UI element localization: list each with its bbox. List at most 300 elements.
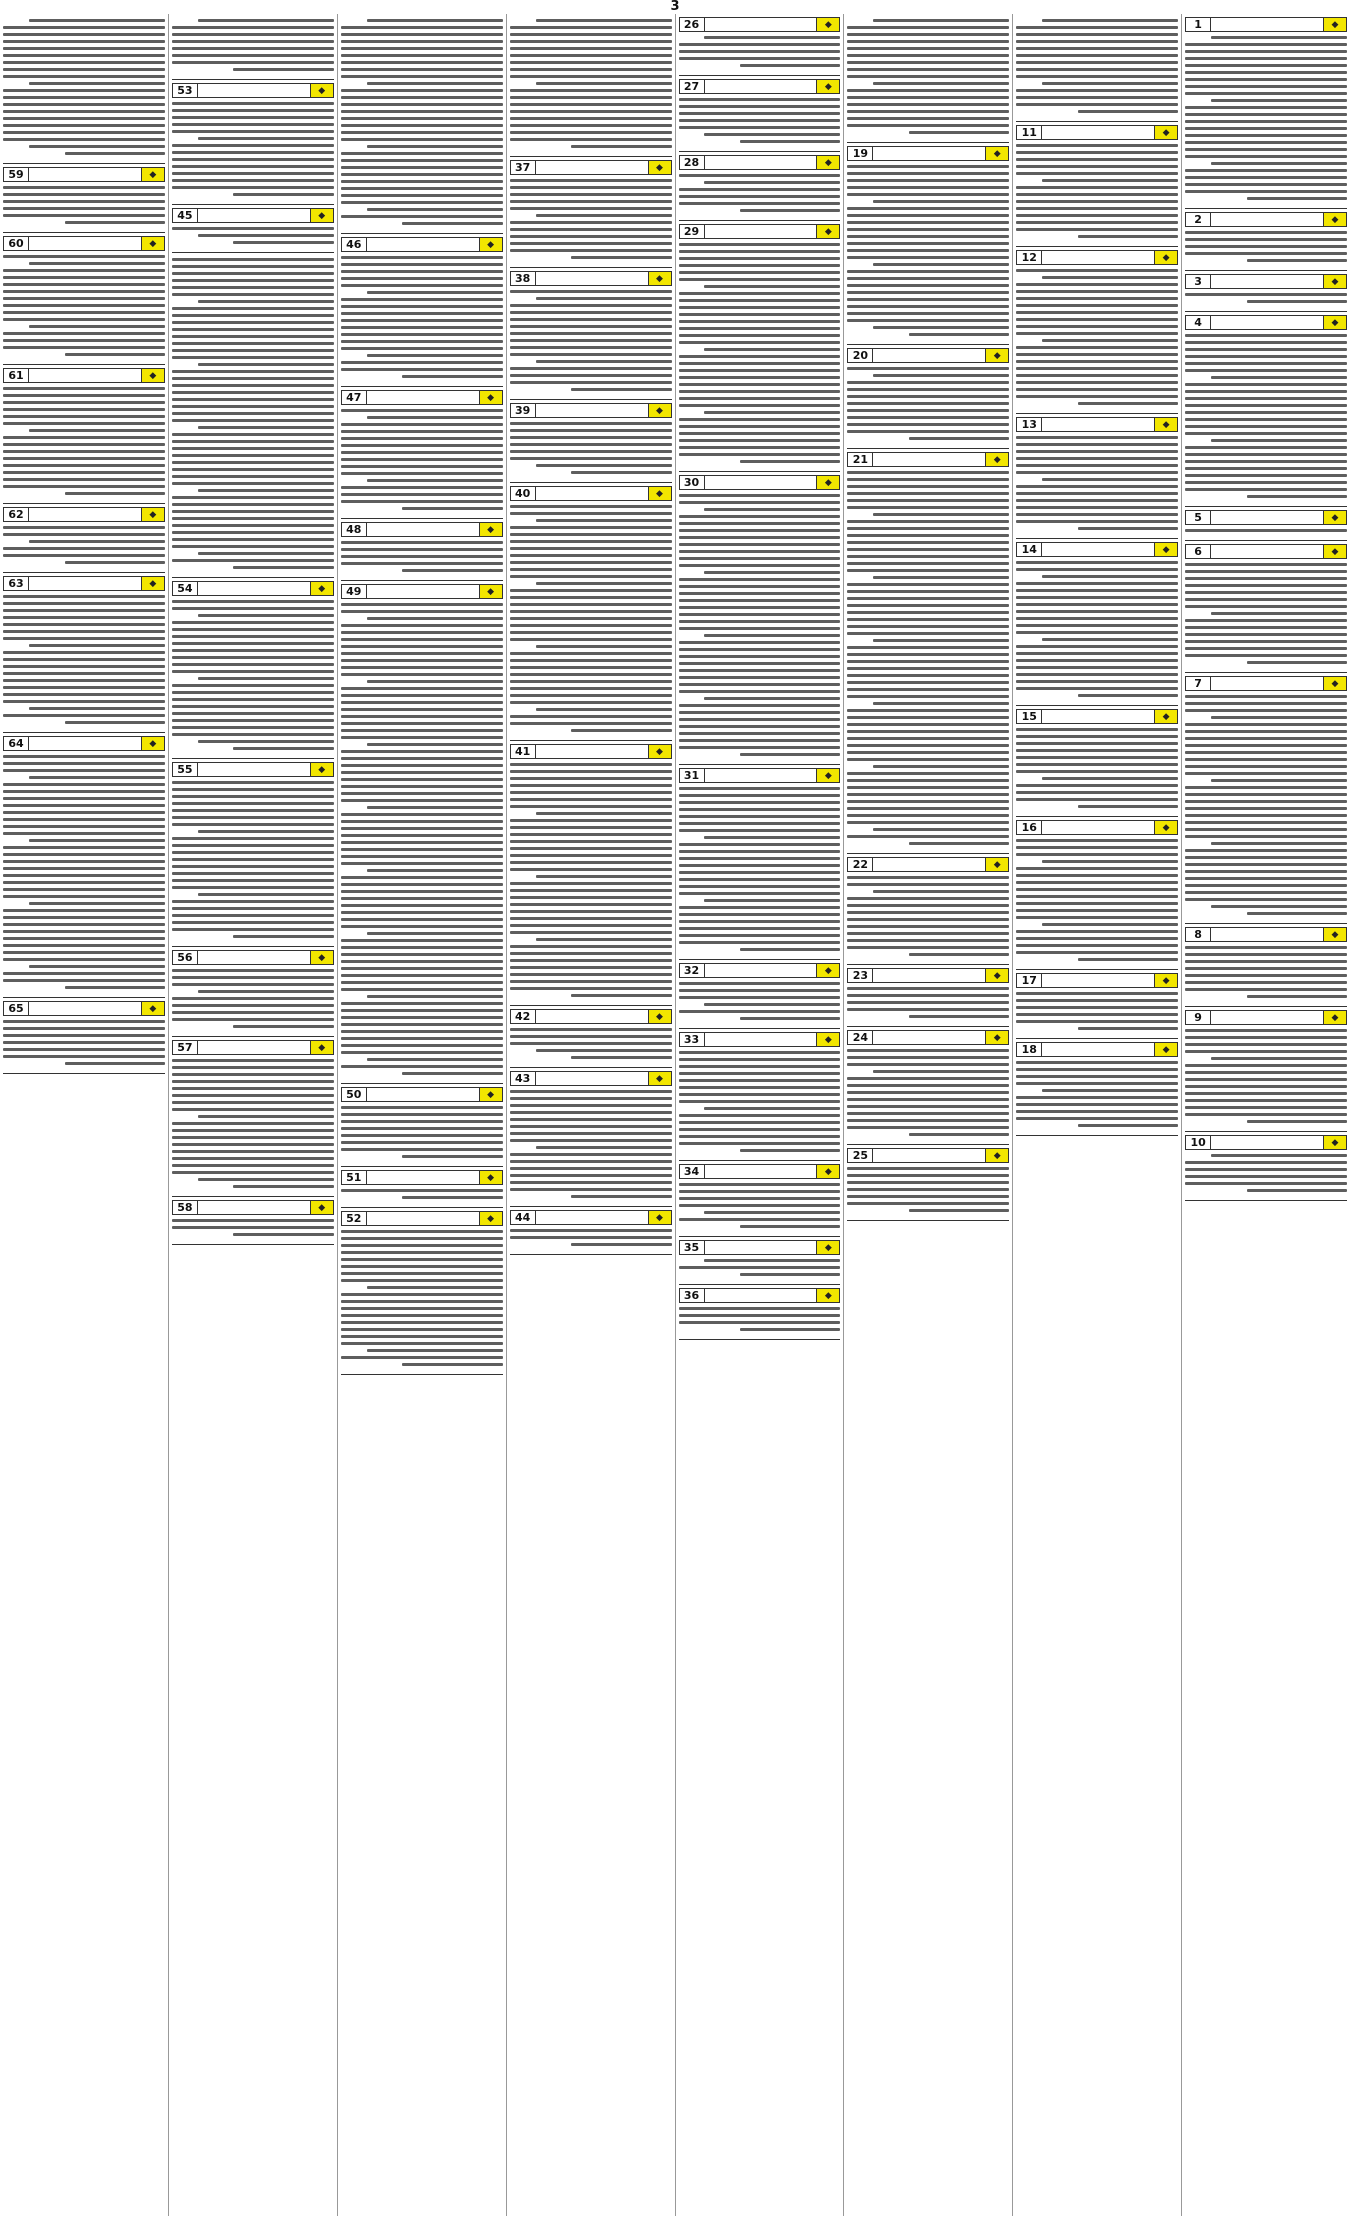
text-line — [679, 250, 841, 253]
text-line — [510, 784, 672, 787]
text-line — [679, 515, 841, 518]
item-badge — [3, 368, 165, 383]
text-line — [1185, 355, 1347, 358]
news-item — [1185, 312, 1347, 507]
text-line — [402, 222, 502, 225]
text-line — [847, 883, 1009, 886]
text-line — [510, 694, 672, 697]
text-line — [172, 165, 334, 168]
text-line — [3, 193, 165, 196]
text-line — [29, 262, 165, 265]
news-item — [679, 1285, 841, 1340]
news-item — [3, 733, 165, 998]
text-line — [536, 19, 672, 22]
text-line — [1185, 730, 1347, 733]
news-column — [675, 14, 844, 2216]
text-line — [341, 631, 503, 634]
text-line — [29, 540, 165, 543]
item-header — [1016, 124, 1178, 141]
text-line — [341, 911, 503, 914]
text-line — [510, 798, 672, 801]
text-line — [341, 201, 503, 204]
text-line — [847, 646, 1009, 649]
text-line — [172, 461, 334, 464]
text-line — [172, 454, 334, 457]
text-line — [3, 700, 165, 703]
text-line — [847, 381, 1009, 384]
text-line — [172, 997, 334, 1000]
text-line — [536, 360, 672, 363]
text-line — [341, 26, 503, 29]
text-line — [1185, 1036, 1347, 1039]
text-line — [847, 1112, 1009, 1115]
yellow-tag-icon: ◆ — [985, 349, 1008, 362]
text-line — [1016, 1096, 1178, 1099]
text-line — [510, 701, 672, 704]
item-number: 43 — [511, 1072, 536, 1085]
text-line — [172, 342, 334, 345]
text-line — [847, 597, 1009, 600]
text-line — [679, 188, 841, 191]
item-badge — [1185, 510, 1347, 525]
text-line — [1185, 793, 1347, 796]
text-line — [1016, 172, 1178, 175]
text-line — [1211, 612, 1347, 615]
text-line — [341, 451, 503, 454]
text-line — [3, 832, 165, 835]
text-line — [847, 471, 1009, 474]
text-line — [3, 874, 165, 877]
news-column — [168, 14, 337, 2216]
item-number: 6 — [1186, 545, 1211, 558]
item-header — [679, 962, 841, 979]
text-line — [341, 166, 503, 169]
text-line — [510, 554, 672, 557]
item-number: 46 — [342, 238, 367, 251]
text-line — [341, 423, 503, 426]
text-line — [29, 325, 165, 328]
text-line — [510, 610, 672, 613]
item-text — [1016, 728, 1178, 808]
text-line — [679, 564, 841, 567]
text-line — [510, 624, 672, 627]
text-line — [1247, 259, 1347, 262]
text-line — [510, 96, 672, 99]
text-line — [341, 1328, 503, 1331]
text-line — [679, 425, 841, 428]
item-text — [1185, 36, 1347, 200]
text-line — [740, 1149, 840, 1152]
item-badge — [1016, 973, 1178, 988]
text-line — [367, 1349, 503, 1352]
text-line — [536, 875, 672, 878]
text-line — [510, 304, 672, 307]
text-line — [679, 257, 841, 260]
text-line — [1185, 1161, 1347, 1164]
yellow-tag-icon: ◆ — [1323, 928, 1346, 941]
text-line — [172, 517, 334, 520]
text-line — [341, 687, 503, 690]
text-line — [172, 559, 334, 562]
item-badge — [679, 79, 841, 94]
text-line — [1185, 863, 1347, 866]
text-line — [679, 1314, 841, 1317]
item-text — [510, 505, 672, 732]
news-item — [847, 449, 1009, 854]
text-line — [847, 835, 1009, 838]
text-line — [172, 496, 334, 499]
text-line — [704, 899, 840, 902]
text-line — [510, 1229, 672, 1232]
text-line — [679, 892, 841, 895]
item-text — [3, 595, 165, 724]
text-line — [847, 61, 1009, 64]
text-line — [873, 19, 1009, 22]
text-line — [847, 312, 1009, 315]
text-line — [847, 186, 1009, 189]
text-line — [1185, 821, 1347, 824]
item-text — [172, 969, 334, 1028]
item-header — [341, 389, 503, 406]
text-line — [1185, 369, 1347, 372]
text-line — [1016, 68, 1178, 71]
text-line — [3, 693, 165, 696]
text-line — [679, 439, 841, 442]
text-line — [3, 443, 165, 446]
text-line — [510, 374, 672, 377]
text-line — [847, 1174, 1009, 1177]
text-line — [1185, 640, 1347, 643]
text-line — [510, 138, 672, 141]
text-line — [172, 314, 334, 317]
text-line — [341, 1307, 503, 1310]
item-text — [341, 19, 503, 225]
text-line — [704, 836, 840, 839]
text-line — [1016, 311, 1178, 314]
text-line — [341, 173, 503, 176]
text-line — [510, 770, 672, 773]
item-number: 1 — [1186, 18, 1211, 31]
text-line — [847, 737, 1009, 740]
item-number: 33 — [680, 1033, 705, 1046]
text-line — [1016, 1020, 1178, 1023]
text-line — [65, 1062, 165, 1065]
text-line — [3, 269, 165, 272]
text-line — [510, 861, 672, 864]
text-line — [233, 241, 333, 244]
text-line — [3, 909, 165, 912]
text-line — [172, 719, 334, 722]
text-line — [1185, 64, 1347, 67]
text-line — [679, 292, 841, 295]
news-item — [3, 504, 165, 573]
text-line — [1185, 348, 1347, 351]
item-badge — [510, 403, 672, 418]
news-column — [843, 14, 1012, 2216]
text-line — [679, 606, 841, 609]
news-item — [510, 1006, 672, 1068]
text-line — [341, 1134, 503, 1137]
news-item — [679, 765, 841, 960]
text-line — [1016, 930, 1178, 933]
text-line — [847, 430, 1009, 433]
text-line — [341, 54, 503, 57]
text-line — [172, 788, 334, 791]
text-line — [510, 896, 672, 899]
news-item — [847, 854, 1009, 965]
text-line — [1016, 749, 1178, 752]
text-line — [704, 411, 840, 414]
text-line — [847, 1202, 1009, 1205]
text-line — [873, 828, 1009, 831]
text-line — [1185, 397, 1347, 400]
text-line — [341, 500, 503, 503]
text-line — [1016, 617, 1178, 620]
item-number: 42 — [511, 1010, 536, 1023]
item-number: 17 — [1017, 974, 1042, 987]
text-line — [740, 1225, 840, 1228]
text-line — [341, 792, 503, 795]
text-line — [510, 966, 672, 969]
text-line — [233, 68, 333, 71]
item-header — [510, 1070, 672, 1087]
news-column — [0, 14, 168, 2216]
text-line — [510, 61, 672, 64]
text-line — [29, 19, 165, 22]
text-line — [679, 202, 841, 205]
text-line — [1016, 839, 1178, 842]
text-line — [679, 787, 841, 790]
text-line — [172, 391, 334, 394]
text-line — [198, 489, 334, 492]
text-line — [847, 583, 1009, 586]
text-line — [510, 722, 672, 725]
text-line — [1016, 909, 1178, 912]
text-line — [341, 368, 503, 371]
text-line — [847, 821, 1009, 824]
text-line — [510, 652, 672, 655]
text-line — [341, 562, 503, 565]
item-text — [1185, 563, 1347, 664]
news-item — [1016, 247, 1178, 414]
text-line — [679, 355, 841, 358]
text-line — [65, 721, 165, 724]
text-line — [510, 40, 672, 43]
text-line — [1016, 221, 1178, 224]
text-line — [3, 318, 165, 321]
text-line — [679, 885, 841, 888]
text-line — [847, 590, 1009, 593]
news-item — [341, 234, 503, 387]
yellow-tag-icon: ◆ — [310, 1041, 333, 1054]
text-line — [679, 126, 841, 129]
text-line — [510, 186, 672, 189]
text-line — [3, 714, 165, 717]
item-text — [1016, 269, 1178, 405]
text-line — [847, 68, 1009, 71]
text-line — [1211, 1154, 1347, 1157]
item-header — [1185, 509, 1347, 526]
text-line — [510, 931, 672, 934]
text-line — [1185, 293, 1347, 296]
text-line — [341, 659, 503, 662]
page-number: 3 — [670, 0, 680, 14]
news-item — [1185, 673, 1347, 924]
text-line — [198, 830, 334, 833]
text-line — [847, 242, 1009, 245]
text-line — [1211, 162, 1347, 165]
news-item — [172, 578, 334, 759]
text-line — [1016, 436, 1178, 439]
text-line — [847, 751, 1009, 754]
text-line — [172, 1011, 334, 1014]
text-line — [1185, 474, 1347, 477]
text-line — [1016, 450, 1178, 453]
news-item — [3, 164, 165, 233]
text-line — [341, 1113, 503, 1116]
text-line — [3, 200, 165, 203]
text-line — [1185, 106, 1347, 109]
text-line — [510, 207, 672, 210]
item-text — [679, 1051, 841, 1152]
text-line — [1185, 141, 1347, 144]
text-line — [679, 927, 841, 930]
text-line — [1016, 624, 1178, 627]
item-text — [341, 1230, 503, 1366]
text-line — [679, 1307, 841, 1310]
text-line — [847, 54, 1009, 57]
text-line — [341, 180, 503, 183]
item-badge — [1016, 709, 1178, 724]
text-line — [679, 432, 841, 435]
yellow-tag-icon: ◆ — [816, 964, 839, 977]
text-line — [341, 953, 503, 956]
text-line — [172, 123, 334, 126]
news-item — [847, 143, 1009, 345]
item-header — [679, 16, 841, 33]
item-badge — [1185, 927, 1347, 942]
text-line — [510, 687, 672, 690]
item-badge — [341, 390, 503, 405]
yellow-tag-icon: ◆ — [1154, 126, 1177, 139]
text-line — [1016, 513, 1178, 516]
text-line — [3, 450, 165, 453]
text-line — [510, 235, 672, 238]
item-number: 54 — [173, 582, 198, 595]
item-badge — [3, 1001, 165, 1016]
text-line — [172, 398, 334, 401]
text-line — [1078, 1124, 1178, 1127]
text-line — [341, 855, 503, 858]
text-line — [3, 1041, 165, 1044]
text-line — [3, 846, 165, 849]
item-header — [510, 485, 672, 502]
text-line — [3, 1020, 165, 1023]
news-item — [510, 741, 672, 1006]
text-line — [172, 1080, 334, 1083]
text-line — [510, 805, 672, 808]
text-line — [172, 158, 334, 161]
text-line — [1211, 376, 1347, 379]
yellow-tag-icon: ◆ — [141, 577, 164, 590]
item-header — [510, 270, 672, 287]
item-badge — [679, 1164, 841, 1179]
item-badge — [3, 576, 165, 591]
text-line — [1185, 85, 1347, 88]
item-header — [341, 1086, 503, 1103]
text-line — [1016, 47, 1178, 50]
text-line — [3, 658, 165, 661]
item-badge — [1185, 1010, 1347, 1025]
text-line — [341, 1258, 503, 1261]
text-line — [847, 876, 1009, 879]
text-line — [1185, 120, 1347, 123]
text-line — [847, 814, 1009, 817]
text-line — [510, 68, 672, 71]
news-item — [510, 400, 672, 483]
item-text — [1185, 1154, 1347, 1192]
text-line — [1078, 235, 1178, 238]
text-line — [679, 592, 841, 595]
item-text — [510, 1028, 672, 1059]
text-line — [402, 569, 502, 572]
text-line — [679, 390, 841, 393]
news-item — [1016, 1039, 1178, 1136]
text-line — [198, 426, 334, 429]
text-line — [402, 1072, 502, 1075]
item-header — [341, 1169, 503, 1186]
text-line — [172, 61, 334, 64]
text-line — [341, 277, 503, 280]
text-line — [402, 1196, 502, 1199]
text-line — [1185, 737, 1347, 740]
text-line — [847, 618, 1009, 621]
text-line — [679, 725, 841, 728]
text-line — [679, 815, 841, 818]
item-number: 56 — [173, 951, 198, 964]
yellow-tag-icon: ◆ — [985, 1031, 1008, 1044]
text-line — [341, 904, 503, 907]
text-line — [847, 723, 1009, 726]
text-line — [536, 214, 672, 217]
news-item — [679, 1237, 841, 1285]
text-line — [3, 533, 165, 536]
text-line — [3, 207, 165, 210]
news-item — [3, 14, 165, 164]
text-line — [909, 1015, 1009, 1018]
text-line — [1016, 791, 1178, 794]
text-line — [510, 26, 672, 29]
text-line — [1185, 807, 1347, 810]
text-line — [3, 54, 165, 57]
text-line — [1042, 339, 1178, 342]
yellow-tag-icon: ◆ — [141, 1002, 164, 1015]
text-line — [510, 249, 672, 252]
item-number: 23 — [848, 969, 873, 982]
text-line — [679, 822, 841, 825]
item-header — [1185, 273, 1347, 290]
text-line — [367, 1058, 503, 1061]
text-line — [510, 1028, 672, 1031]
text-line — [341, 883, 503, 886]
text-line — [172, 816, 334, 819]
text-line — [233, 935, 333, 938]
text-line — [341, 472, 503, 475]
text-line — [510, 200, 672, 203]
item-number: 62 — [4, 508, 29, 521]
text-line — [679, 857, 841, 860]
text-line — [341, 701, 503, 704]
